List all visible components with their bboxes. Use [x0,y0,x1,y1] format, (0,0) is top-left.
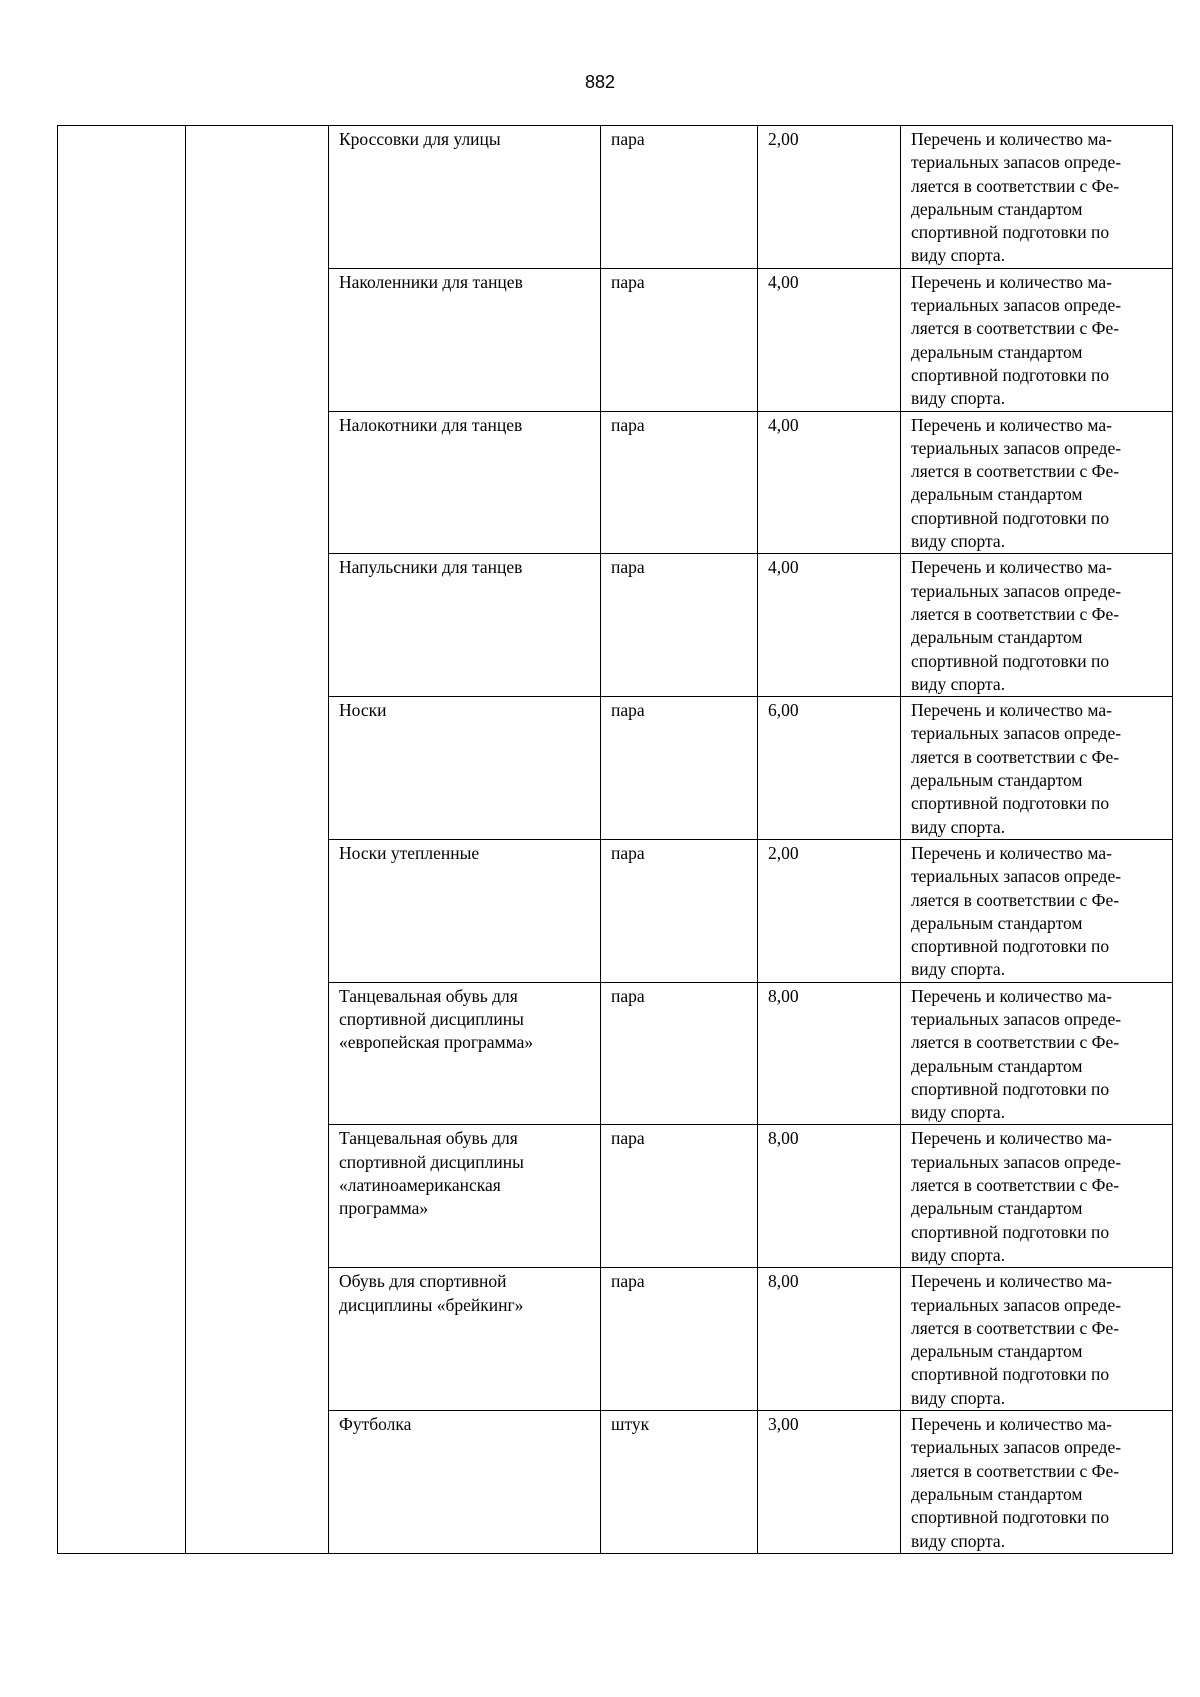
table-body [58,126,1173,1554]
item-quantity: 4,00 [758,554,901,697]
note-line: териальных запасов опреде- [911,580,1122,601]
note-line: деральным стандартом [911,341,1083,362]
note-line: териальных запасов опреде- [911,866,1122,887]
note-line: деральным стандартом [911,1341,1083,1362]
item-name: Футболка [329,1411,601,1554]
note-line: виду спорта. [911,1387,1006,1408]
item-name: Танцевальная обувь для спортивной дисциплины «европейская программа» [329,982,601,1125]
item-unit: пара [601,1268,758,1411]
item-note [901,268,1173,411]
note-line: виду спорта. [911,816,1006,837]
note-line: деральным стандартом [911,1198,1083,1219]
item-quantity: 8,00 [758,1125,901,1268]
note-line: виду спорта. [911,1530,1006,1551]
note-line: ляется в соответствии с Фе- [911,461,1120,482]
page-number: 882 [584,72,616,92]
note-line: спортивной подготовки по [911,1078,1110,1099]
note-line: деральным стандартом [911,198,1083,219]
item-name: Налокотники для танцев [329,411,601,554]
note-line: спортивной подготовки по [911,507,1110,528]
note-line: деральным стандартом [911,912,1083,933]
note-line: виду спорта. [911,1102,1006,1123]
note-line: виду спорта. [911,531,1006,552]
note-line: териальных запасов опреде- [911,437,1122,458]
item-note [901,839,1173,982]
note-line: Перечень и количество ма- [911,557,1112,578]
item-quantity: 6,00 [758,697,901,840]
note-line: териальных запасов опреде- [911,152,1122,173]
item-note [901,1125,1173,1268]
note-line: териальных запасов опреде- [911,1008,1122,1029]
item-note [901,1411,1173,1554]
item-name: Носки [329,697,601,840]
note-line: деральным стандартом [911,770,1083,791]
item-note [901,554,1173,697]
note-line: ляется в соответствии с Фе- [911,175,1120,196]
note-line: териальных запасов опреде- [911,295,1122,316]
item-name: Носки утепленные [329,839,601,982]
note-line: ляется в соответствии с Фе- [911,889,1120,910]
note-line: Перечень и количество ма- [911,842,1112,863]
note-line: деральным стандартом [911,484,1083,505]
item-quantity: 3,00 [758,1411,901,1554]
note-line: териальных запасов опреде- [911,1151,1122,1172]
note-line: спортивной подготовки по [911,222,1110,243]
item-name: Танцевальная обувь для спортивной дисциплины «латиноамериканская программа» [329,1125,601,1268]
merged-empty-cell-1 [58,126,186,1554]
item-name: Кроссовки для улицы [329,126,601,269]
note-line: Перечень и количество ма- [911,271,1112,292]
note-line: деральным стандартом [911,1483,1083,1504]
item-quantity: 8,00 [758,1268,901,1411]
item-quantity: 2,00 [758,126,901,269]
item-note [901,126,1173,269]
item-note [901,697,1173,840]
note-line: виду спорта. [911,959,1006,980]
item-note [901,411,1173,554]
note-line: спортивной подготовки по [911,793,1110,814]
item-unit: пара [601,411,758,554]
item-name: Напульсники для танцев [329,554,601,697]
note-line: Перечень и количество ма- [911,414,1112,435]
table-row [58,126,1173,269]
note-line: ляется в соответствии с Фе- [911,603,1120,624]
equipment-table [57,125,1173,1554]
note-line: териальных запасов опреде- [911,723,1122,744]
note-line: виду спорта. [911,388,1006,409]
note-line: деральным стандартом [911,1055,1083,1076]
note-line: спортивной подготовки по [911,1364,1110,1385]
item-unit: пара [601,982,758,1125]
item-unit: пара [601,554,758,697]
note-line: спортивной подготовки по [911,1507,1110,1528]
note-line: Перечень и количество ма- [911,1414,1112,1435]
item-quantity: 4,00 [758,411,901,554]
note-line: Перечень и количество ма- [911,129,1112,149]
note-line: Перечень и количество ма- [911,985,1112,1006]
item-unit: пара [601,839,758,982]
note-line: ляется в соответствии с Фе- [911,1175,1120,1196]
merged-empty-cell-2 [186,126,329,1554]
item-quantity: 2,00 [758,839,901,982]
note-line: ляется в соответствии с Фе- [911,1317,1120,1338]
note-line: териальных запасов опреде- [911,1294,1122,1315]
item-unit: пара [601,268,758,411]
note-line: виду спорта. [911,673,1006,694]
note-line: Перечень и количество ма- [911,700,1112,721]
note-line: ляется в соответствии с Фе- [911,1460,1120,1481]
item-note [901,982,1173,1125]
item-quantity: 8,00 [758,982,901,1125]
item-note [901,1268,1173,1411]
item-unit: штук [601,1411,758,1554]
item-quantity: 4,00 [758,268,901,411]
note-line: ляется в соответствии с Фе- [911,746,1120,767]
note-line: виду спорта. [911,1244,1006,1265]
note-line: спортивной подготовки по [911,650,1110,671]
item-name: Наколенники для танцев [329,268,601,411]
note-line: спортивной подготовки по [911,1221,1110,1242]
item-name: Обувь для спортивной дисциплины «брейкинг» [329,1268,601,1411]
item-unit: пара [601,1125,758,1268]
item-unit: пара [601,697,758,840]
note-line: ляется в соответствии с Фе- [911,1032,1120,1053]
note-line: деральным стандартом [911,627,1083,648]
note-line: спортивной подготовки по [911,364,1110,385]
note-line: териальных запасов опреде- [911,1437,1122,1458]
item-unit: пара [601,126,758,269]
note-line: Перечень и количество ма- [911,1271,1112,1292]
note-line: Перечень и количество ма- [911,1128,1112,1149]
note-line: ляется в соответствии с Фе- [911,318,1120,339]
note-line: спортивной подготовки по [911,936,1110,957]
note-line: виду спорта. [911,245,1006,266]
